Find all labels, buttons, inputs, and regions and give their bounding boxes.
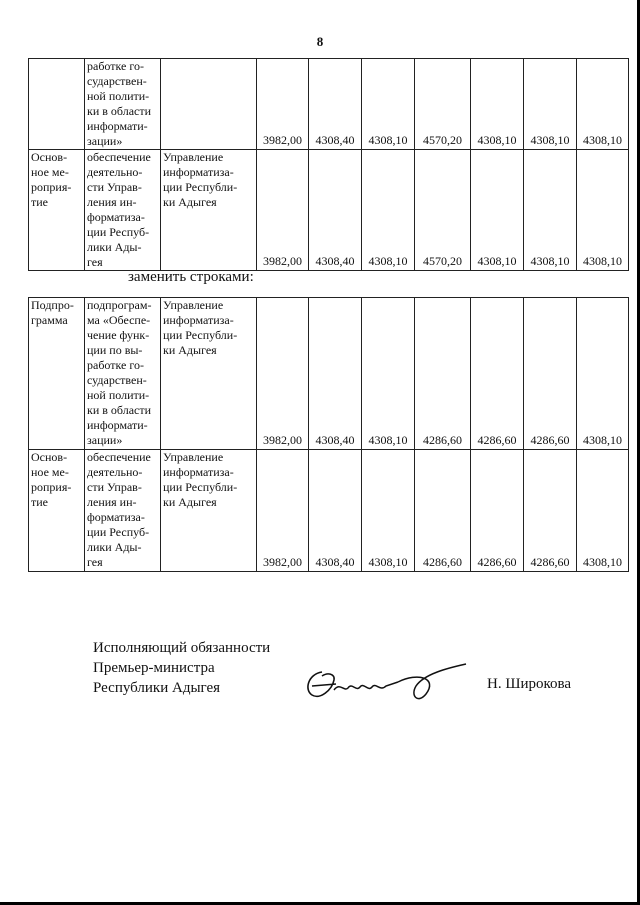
- value-cell: 4308,10: [471, 150, 524, 271]
- row-name-cell: работке го- сударствен- ной полити- ки в области информати- зации»: [85, 59, 161, 150]
- row-executor-cell: Управление информатиза- ции Республи- ки Адыгея: [161, 150, 257, 271]
- row-executor-cell: Управление информатиза- ции Республи- ки Адыгея: [161, 298, 257, 450]
- value-cell: 4308,40: [309, 59, 362, 150]
- value-cell: 4308,10: [524, 150, 577, 271]
- value-cell: 4286,60: [471, 450, 524, 572]
- row-type-cell: Основ- ное ме- роприя- тие: [29, 150, 85, 271]
- budget-table-bottom: [28, 297, 629, 572]
- value-cell: 4308,10: [362, 59, 415, 150]
- signer-name: Н. Широкова: [487, 676, 572, 692]
- table-row: [29, 59, 629, 150]
- value-cell: 4286,60: [415, 450, 471, 572]
- position-line: Исполняющий обязанности: [93, 640, 271, 656]
- value-cell: 4308,10: [577, 298, 629, 450]
- value-cell: 4286,60: [415, 298, 471, 450]
- row-type-cell: Основ- ное ме- роприя- тие: [29, 450, 85, 572]
- row-executor-cell: [161, 59, 257, 150]
- value-cell: 4286,60: [524, 298, 577, 450]
- value-cell: 3982,00: [257, 59, 309, 150]
- value-cell: 3982,00: [257, 298, 309, 450]
- value-cell: 4570,20: [415, 150, 471, 271]
- table-row: [29, 450, 629, 572]
- replace-caption: заменить строками:: [128, 269, 254, 285]
- value-cell: 4308,10: [471, 59, 524, 150]
- value-cell: 4308,10: [362, 298, 415, 450]
- value-cell: 4308,10: [577, 150, 629, 271]
- row-name-cell: обеспечение деятельно- сти Управ- ления ин- форматиза- ции Респуб- лики Ады- гея: [85, 450, 161, 572]
- value-cell: 3982,00: [257, 150, 309, 271]
- value-cell: 4308,40: [309, 298, 362, 450]
- value-cell: 4308,40: [309, 450, 362, 572]
- value-cell: 4286,60: [471, 298, 524, 450]
- position-line: Премьер-министра: [93, 660, 215, 676]
- value-cell: 3982,00: [257, 450, 309, 572]
- value-cell: 4308,10: [362, 150, 415, 271]
- row-type-cell: [29, 59, 85, 150]
- signatory-position: [93, 638, 270, 698]
- row-name-cell: подпрограм- ма «Обеспе- чение функ- ции по вы- работке го- сударствен- ной полити- ки в области информати- зации»: [85, 298, 161, 450]
- budget-table-top: [28, 58, 629, 271]
- value-cell: 4286,60: [524, 450, 577, 572]
- row-executor-cell: Управление информатиза- ции Республи- ки Адыгея: [161, 450, 257, 572]
- value-cell: 4308,10: [577, 450, 629, 572]
- value-cell: 4570,20: [415, 59, 471, 150]
- value-cell: 4308,10: [577, 59, 629, 150]
- value-cell: 4308,10: [524, 59, 577, 150]
- value-cell: 4308,40: [309, 150, 362, 271]
- table-row: [29, 298, 629, 450]
- row-type-cell: Подпро- грамма: [29, 298, 85, 450]
- position-line: Республики Адыгея: [93, 680, 221, 696]
- table-row: [29, 150, 629, 271]
- row-name-cell: обеспечение деятельно- сти Управ- ления ин- форматиза- ции Респуб- лики Ады- гея: [85, 150, 161, 271]
- value-cell: 4308,10: [362, 450, 415, 572]
- page-number: 8: [316, 34, 324, 49]
- handwritten-signature: [298, 660, 478, 708]
